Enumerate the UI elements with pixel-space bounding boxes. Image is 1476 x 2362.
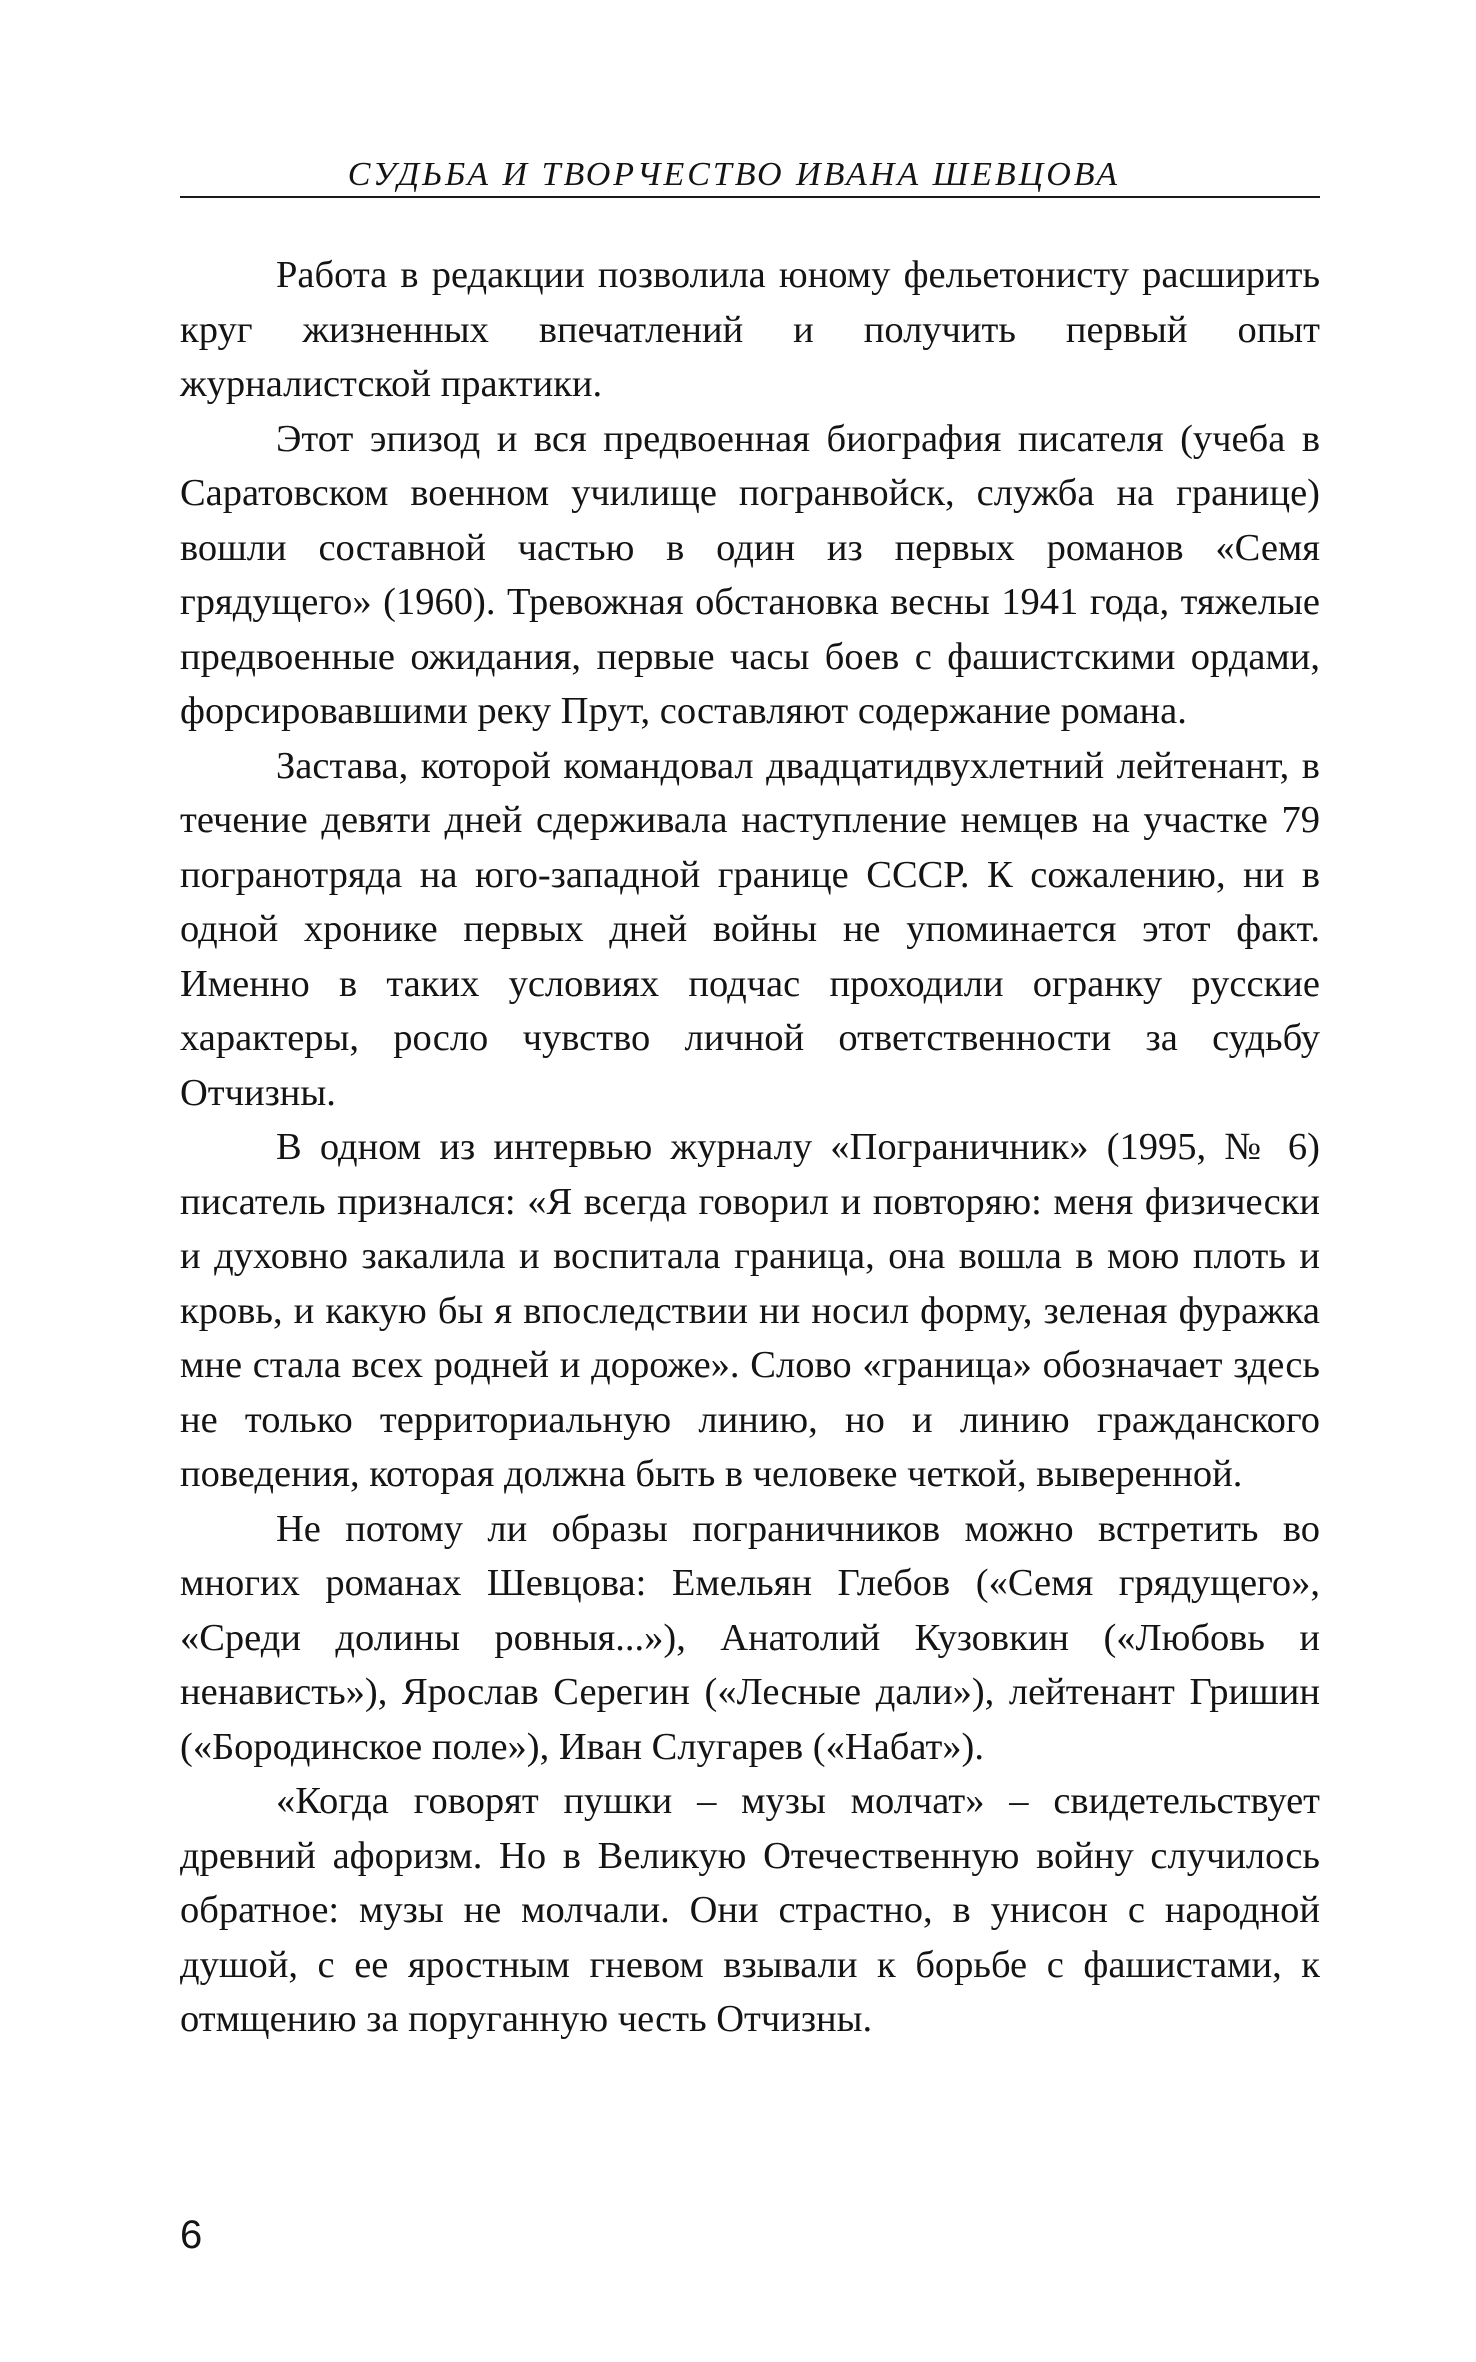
body-text [180, 248, 1320, 2047]
running-head-title: СУДЬБА И ТВОРЧЕСТВО ИВАНА ШЕВЦОВА [347, 156, 1120, 193]
paragraph: Этот эпизод и вся предвоенная биография писателя (учеба в Саратовском военном училище погранвойск, служба на границе) вошли составной частью в один из первых романов «Семя грядущего» (1960). Тревожная обстановка весны 1941 года, тяжелые предвоенные ожидания, первые часы боев с фашистскими ордами, форсировавшими реку Прут, составляют содержание романа. [180, 417, 1320, 732]
paragraph: Застава, которой командовал двадцатидвухлетний лейтенант, в течение девяти дней сдерживала наступление немцев на участке 79 погранотряда на юго-западной границе СССР. К сожалению, ни в одной хронике первых дней войны не упоминается этот факт. Именно в таких условиях подчас проходили огранку русские характеры, росло чувство личной ответственности за судьбу Отчизны. [180, 744, 1320, 1114]
paragraph: Не потому ли образы пограничников можно встретить во многих романах Шевцова: Емельян Глебов («Семя грядущего», «Среди долины ровныя...»), Анатолий Кузовкин («Любовь и ненависть»), Ярослав Серегин («Лесные дали»), лейтенант Гришин («Бородинское поле»), Иван Слугарев («Набат»). [180, 1507, 1320, 1768]
paragraph: «Когда говорят пушки – музы молчат» – свидетельствует древний афоризм. Но в Великую Отечественную войну случилось обратное: музы не молчали. Они страстно, в унисон с народной душой, с ее яростным гневом взывали к борьбе с фашистами, к отмщению за поруганную честь Отчизны. [180, 1780, 1320, 2040]
page-number: 6 [180, 2213, 203, 2257]
paragraph: В одном из интервью журналу «Пограничник» (1995, № 6) писатель признался: «Я всегда говорил и повторяю: меня физически и духовно закалила и воспитала граница, она вошла в мою плоть и кровь, и какую бы я впоследствии ни носил форму, зеленая фуражка мне стала всех родней и дороже». Слово «граница» обозначает здесь не только территориальную линию, но и линию гражданского поведения, которая должна быть в человеке четкой, выверенной. [180, 1126, 1320, 1495]
paragraph: Работа в редакции позволила юному фельетонисту расширить круг жизненных впечатлений и получить первый опыт журналистской практики. [180, 254, 1320, 405]
header-rule [180, 196, 1320, 198]
